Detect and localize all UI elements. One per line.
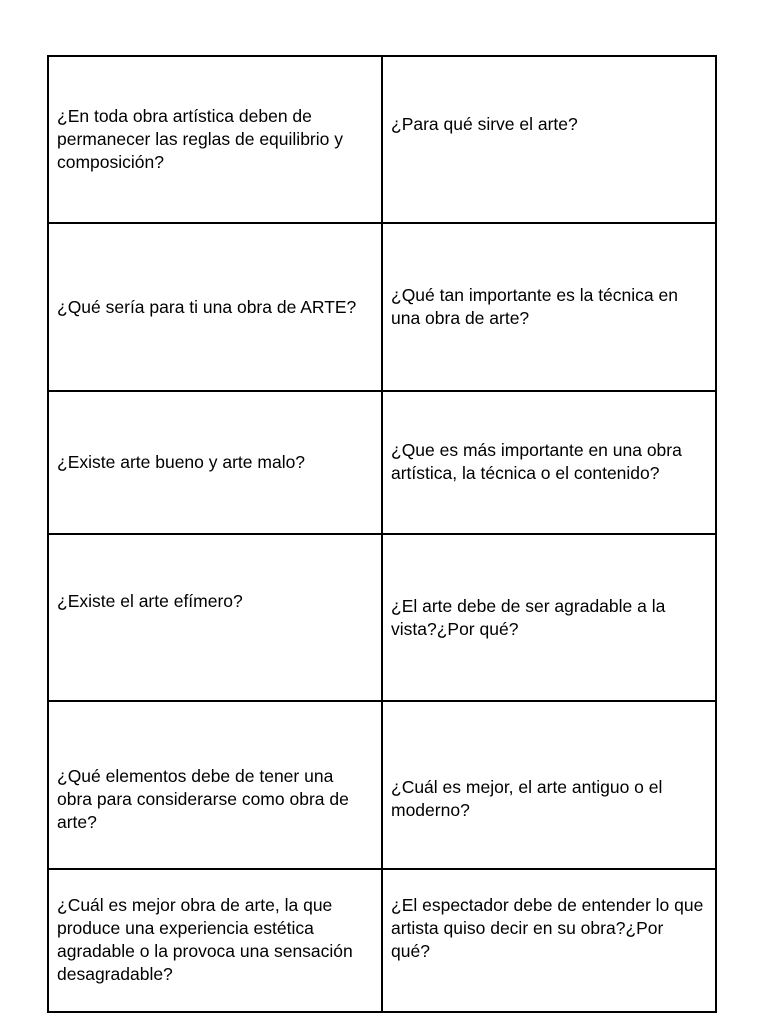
question-card (382, 534, 716, 701)
question-cards-table (47, 55, 717, 1013)
question-card (48, 869, 382, 1012)
question-text: ¿Cuál es mejor obra de arte, la que produce una experiencia estética agradable o la provoca una sensación desagradable? (57, 894, 353, 984)
question-text: ¿Qué elementos debe de tener una obra para considerarse como obra de arte? (57, 765, 349, 832)
question-card (382, 56, 716, 223)
question-card (48, 534, 382, 701)
question-text: ¿El espectador debe de entender lo que artista quiso decir en su obra?¿Por qué? (391, 894, 704, 961)
question-card (48, 56, 382, 223)
question-text: ¿En toda obra artística deben de permanecer las reglas de equilibrio y composición? (57, 106, 343, 173)
question-text: ¿Existe el arte efímero? (57, 590, 243, 611)
question-card (48, 701, 382, 868)
table-row (48, 391, 716, 534)
table-row (48, 869, 716, 1012)
table-row (48, 223, 716, 390)
table-row (48, 534, 716, 701)
question-card (382, 701, 716, 868)
table-row (48, 701, 716, 868)
question-text: ¿Para qué sirve el arte? (391, 113, 578, 134)
question-card (382, 869, 716, 1012)
question-text: ¿Existe arte bueno y arte malo? (57, 451, 306, 472)
table-row (48, 56, 716, 223)
question-text: ¿El arte debe de ser agradable a la vista?¿Por qué? (391, 595, 666, 639)
question-text: ¿Que es más importante en una obra artística, la técnica o el contenido? (391, 440, 682, 484)
question-card (382, 391, 716, 534)
question-text: ¿Cuál es mejor, el arte antiguo o el moderno? (391, 777, 663, 820)
question-card (382, 223, 716, 390)
question-text: ¿Qué tan importante es la técnica en una obra de arte? (391, 285, 678, 329)
question-text: ¿Qué sería para ti una obra de ARTE? (57, 296, 357, 317)
question-card (48, 391, 382, 534)
question-card (48, 223, 382, 390)
